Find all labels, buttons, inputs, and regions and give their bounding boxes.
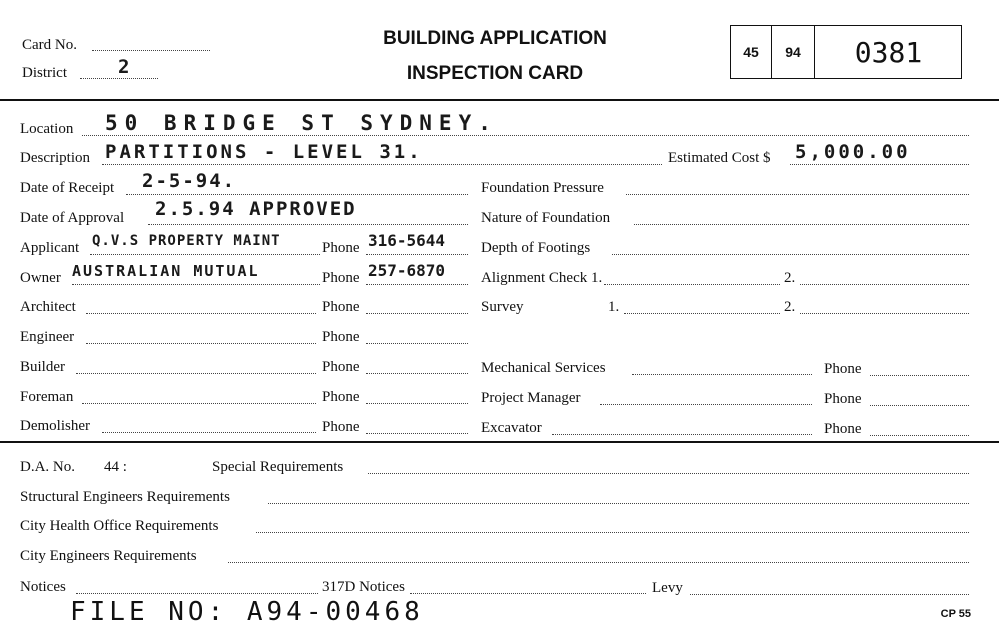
- date-approval-field[interactable]: [148, 224, 468, 225]
- card-number-box: [730, 25, 962, 79]
- district-value: 2: [118, 56, 132, 78]
- alignment-check-2-label: 2.: [784, 270, 796, 286]
- mechanical-field[interactable]: [632, 374, 812, 375]
- architect-label: Architect: [20, 299, 76, 315]
- city-engineers-requirements-field[interactable]: [228, 562, 969, 563]
- notices-field[interactable]: [76, 593, 318, 594]
- architect-phone-field[interactable]: [366, 313, 468, 314]
- applicant-label: Applicant: [20, 240, 80, 256]
- date-receipt-field[interactable]: [126, 194, 468, 195]
- alignment-check-label: Alignment Check 1.: [481, 270, 603, 286]
- district-label: District: [22, 65, 67, 81]
- district-field[interactable]: [80, 78, 158, 79]
- notices-317d-field[interactable]: [410, 593, 646, 594]
- survey-1-label: 1.: [608, 299, 620, 315]
- estimated-cost-value: 5,000.00: [795, 141, 911, 163]
- demolisher-phone-label: Phone: [322, 419, 360, 435]
- demolisher-phone-field[interactable]: [366, 433, 468, 434]
- section-divider: [0, 441, 999, 443]
- form-title-line2: INSPECTION CARD: [406, 63, 584, 84]
- card-no-field[interactable]: [92, 50, 210, 51]
- survey-1-field[interactable]: [624, 313, 780, 314]
- estimated-cost-field[interactable]: [790, 164, 969, 165]
- date-receipt-label: Date of Receipt: [20, 180, 115, 196]
- alignment-check-2-field[interactable]: [800, 284, 969, 285]
- city-engineers-requirements-label: City Engineers Requirements: [20, 548, 197, 564]
- mechanical-phone-field[interactable]: [870, 375, 969, 376]
- form-title-line1: BUILDING APPLICATION: [383, 28, 607, 49]
- owner-field[interactable]: [72, 284, 320, 285]
- mechanical-label: Mechanical Services: [481, 360, 606, 376]
- builder-field[interactable]: [76, 373, 316, 374]
- estimated-cost-label: Estimated Cost $: [668, 150, 771, 166]
- alignment-check-1-field[interactable]: [604, 284, 780, 285]
- card-number: 0381: [854, 35, 923, 69]
- levy-label: Levy: [652, 580, 683, 596]
- project-manager-phone-field[interactable]: [870, 405, 969, 406]
- foreman-field[interactable]: [82, 403, 316, 404]
- da-no-label: D.A. No.: [20, 459, 75, 475]
- structural-requirements-label: Structural Engineers Requirements: [20, 489, 230, 505]
- health-requirements-field[interactable]: [256, 532, 969, 533]
- demolisher-field[interactable]: [102, 432, 316, 433]
- applicant-phone-label: Phone: [322, 240, 360, 256]
- applicant-field[interactable]: [90, 254, 320, 255]
- date-receipt-value: 2-5-94.: [142, 170, 237, 192]
- excavator-phone-field[interactable]: [870, 435, 969, 436]
- owner-phone-value: 257-6870: [368, 261, 446, 280]
- form-code: CP 55: [940, 608, 971, 620]
- header-divider: [0, 99, 999, 101]
- engineer-phone-label: Phone: [322, 329, 360, 345]
- foreman-label: Foreman: [20, 389, 74, 405]
- description-label: Description: [20, 150, 90, 166]
- excavator-field[interactable]: [552, 434, 812, 435]
- special-requirements-label: Special Requirements: [212, 459, 344, 475]
- applicant-phone-value: 316-5644: [368, 231, 446, 250]
- card-no-label: Card No.: [22, 37, 77, 53]
- foreman-phone-label: Phone: [322, 389, 360, 405]
- notices-317d-label: 317D Notices: [322, 579, 405, 595]
- survey-2-field[interactable]: [800, 313, 969, 314]
- da-no-value: 44 :: [104, 459, 127, 475]
- owner-value: AUSTRALIAN MUTUAL: [72, 262, 260, 280]
- engineer-field[interactable]: [86, 343, 316, 344]
- levy-field[interactable]: [690, 594, 969, 595]
- location-field[interactable]: [82, 135, 969, 136]
- special-requirements-field[interactable]: [368, 473, 969, 474]
- owner-label: Owner: [20, 270, 61, 286]
- date-approval-label: Date of Approval: [20, 210, 125, 226]
- mechanical-phone-label: Phone: [824, 361, 862, 377]
- box-cell-1: 45: [731, 26, 772, 78]
- notices-label: Notices: [20, 579, 66, 595]
- excavator-phone-label: Phone: [824, 421, 862, 437]
- survey-label: Survey: [481, 299, 524, 315]
- nature-foundation-field[interactable]: [634, 224, 969, 225]
- description-field[interactable]: [102, 164, 662, 165]
- depth-footings-field[interactable]: [612, 254, 969, 255]
- location-value: 50 BRIDGE ST SYDNEY.: [105, 111, 498, 135]
- applicant-phone-field[interactable]: [366, 254, 468, 255]
- builder-phone-label: Phone: [322, 359, 360, 375]
- applicant-value: Q.V.S PROPERTY MAINT: [92, 233, 281, 249]
- foundation-pressure-field[interactable]: [626, 194, 969, 195]
- foundation-pressure-label: Foundation Pressure: [481, 180, 604, 196]
- project-manager-label: Project Manager: [481, 390, 581, 406]
- date-approval-value: 2.5.94 APPROVED: [155, 198, 357, 220]
- excavator-label: Excavator: [481, 420, 542, 436]
- nature-foundation-label: Nature of Foundation: [481, 210, 611, 226]
- location-label: Location: [20, 121, 74, 137]
- foreman-phone-field[interactable]: [366, 403, 468, 404]
- project-manager-phone-label: Phone: [824, 391, 862, 407]
- box-cell-2: 94: [772, 26, 815, 78]
- project-manager-field[interactable]: [600, 404, 812, 405]
- builder-phone-field[interactable]: [366, 373, 468, 374]
- owner-phone-field[interactable]: [366, 284, 468, 285]
- builder-label: Builder: [20, 359, 65, 375]
- engineer-phone-field[interactable]: [366, 343, 468, 344]
- architect-phone-label: Phone: [322, 299, 360, 315]
- depth-footings-label: Depth of Footings: [481, 240, 591, 256]
- architect-field[interactable]: [86, 313, 316, 314]
- owner-phone-label: Phone: [322, 270, 360, 286]
- description-value: PARTITIONS - LEVEL 31.: [105, 141, 423, 163]
- health-requirements-label: City Health Office Requirements: [20, 518, 219, 534]
- survey-2-label: 2.: [784, 299, 796, 315]
- file-number-note: FILE NO: A94-00468: [70, 597, 424, 627]
- engineer-label: Engineer: [20, 329, 75, 345]
- demolisher-label: Demolisher: [20, 418, 90, 434]
- structural-requirements-field[interactable]: [268, 503, 969, 504]
